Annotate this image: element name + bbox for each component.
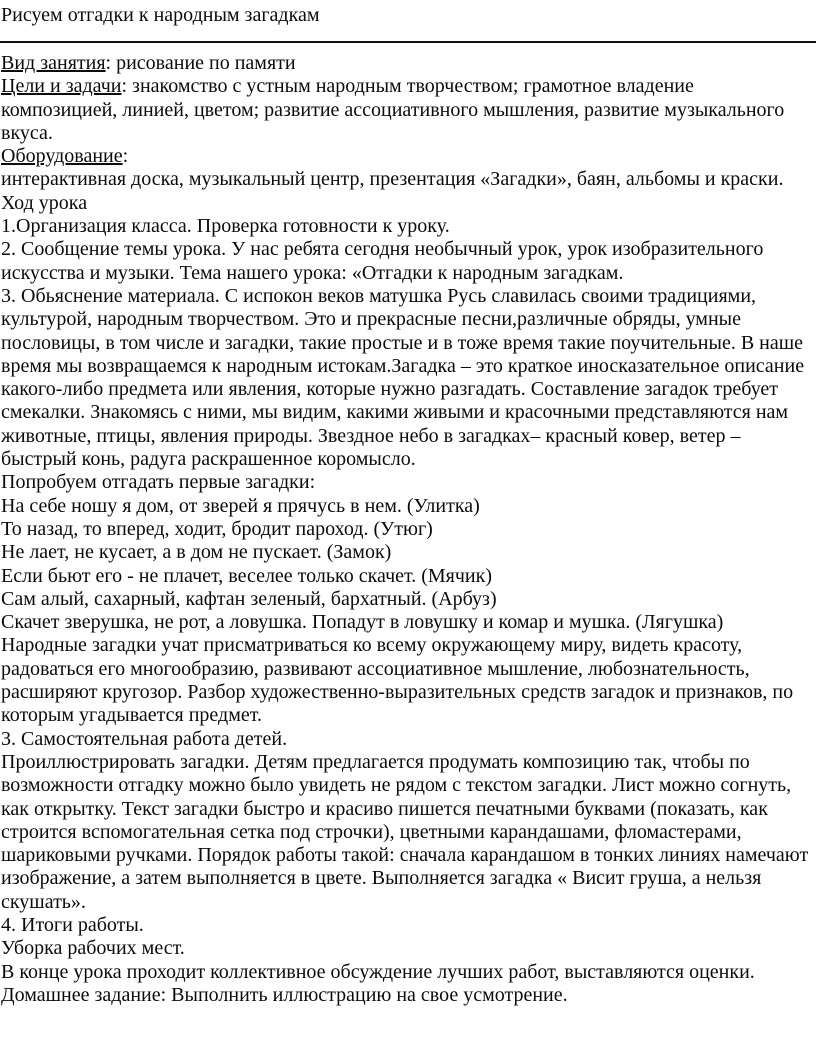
equipment-list: интерактивная доска, музыкальный центр, презентация «Загадки», баян, альбомы и краски. [1, 168, 784, 191]
riddles-intro: Попробуем отгадать первые загадки: [1, 471, 316, 494]
page-title: Рисуем отгадки к народным загадкам [1, 4, 320, 26]
step-results-heading: 4. Итоги работы. [1, 913, 144, 936]
cleanup-text: Уборка рабочих мест. [1, 937, 185, 960]
lesson-type-label: Вид занятия [1, 52, 106, 74]
title-divider [0, 41, 816, 43]
step-independent-work-heading: 3. Самостоятельная работа детей. [1, 727, 288, 750]
lesson-heading: Ход урока [1, 191, 88, 214]
document-body [1, 52, 813, 1007]
riddle-item: Скачет зверушка, не рот, а ловушка. Попадут в ловушку и комар и мушка. (Лягушка) [1, 611, 724, 634]
riddle-item: На себе ношу я дом, от зверей я прячусь в нем. (Улитка) [1, 494, 480, 517]
equipment-colon: : [122, 145, 129, 168]
step-organization: 1.Организация класса. Проверка готовности к уроку. [1, 215, 450, 238]
riddle-item: Сам алый, сахарный, кафтан зеленый, бархатный. (Арбуз) [1, 587, 497, 610]
step-topic: 2. Сообщение темы урока. У нас ребята сегодня необычный урок, урок изобразительного искусства и музыки. Тема нашего урока: «Отгадки к народным загадкам. [1, 238, 764, 284]
homework-text: Домашнее задание: Выполнить иллюстрацию на свое усмотрение. [1, 983, 568, 1006]
riddle-item: Не лает, не кусает, а в дом не пускает. (Замок) [1, 541, 392, 564]
lesson-type-value: : рисование по памяти [105, 52, 296, 74]
equipment-label: Оборудование [1, 145, 123, 168]
lesson-type [1, 52, 813, 75]
conclusion-text: В конце урока проходит коллективное обсуждение лучших работ, выставляются оценки. [1, 960, 755, 983]
step-independent-work-text: Проиллюстрировать загадки. Детям предлагается продумать композицию так, чтобы по возможности отгадку можно было увидеть не рядом с текстом загадки. Лист можно согнуть, как открытку. Текст загадки быстро и красиво пишется печатными буквами (показать, как строится вспомогательная сетка под строчки), цветными карандашами, фломастерами, шариковыми ручками. Порядок работы такой: сначала карандашом в тонких линиях намечают изображение, а затем выполняется в цвете. Выполняется загадка « Висит груша, а нельзя скушать». [1, 750, 809, 913]
step-explanation: 3. Обьяснение материала. С испокон веков матушка Русь славилась своими традициями, культурой, народным творчеством. Это и прекрасные песни,различные обряды, умные пословицы, в том числе и загадки, такие простые и в тоже время такие поучительные. В наше время мы возвращаемся к народным истокам.Загадка – это краткое иносказательное описание какого-либо предмета или явления, которые нужно разгадать. Составление загадок требует смекалки. Знакомясь с ними, мы видим, какими живыми и красочными представляются нам животные, птицы, явления природы. Звездное небо в загадках– красный ковер, ветер – быстрый конь, радуга раскрашенное коромысло. [1, 284, 805, 471]
riddles-summary: Народные загадки учат присматриваться ко всему окружающему миру, видеть красоту, радоваться его многообразию, развивают ассоциативное мышление, любознательность, расширяют кругозор. Разбор художественно-выразительных средств загадок и признаков, по которым угадывается предмет. [1, 634, 794, 727]
lesson-goals [1, 75, 813, 145]
riddle-item: Если бьют его - не плачет, веселее только скачет. (Мячик) [1, 564, 493, 587]
riddle-item: То назад, то вперед, ходит, бродит пароход. (Утюг) [1, 517, 433, 540]
lesson-goals-label: Цели и задачи [1, 75, 122, 98]
lesson-goals-value: : знакомство с устным народным творчеством; грамотное владение композицией, линией, цветом; развитие ассоциативного мышления, развитие музыкального вкуса. [1, 75, 785, 144]
equipment-heading [1, 145, 813, 168]
